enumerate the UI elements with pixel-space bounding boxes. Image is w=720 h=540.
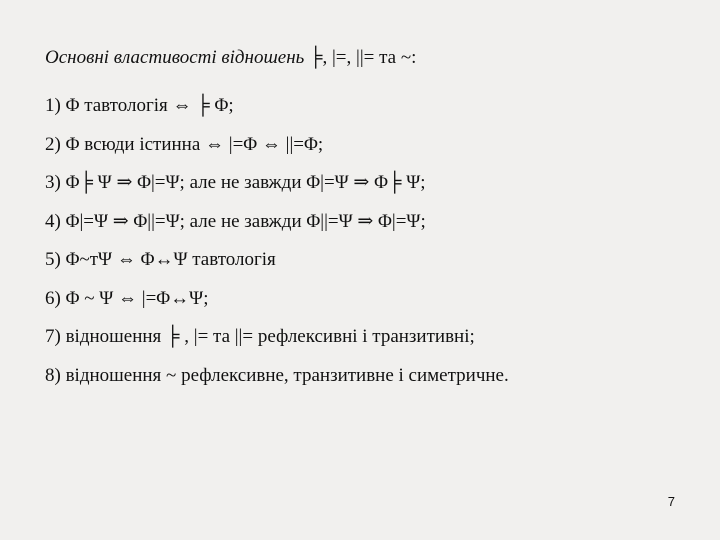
property-item-2: 2) Φ всюди істинна ⇔ |=Φ ⇔ ||=Φ;: [45, 133, 324, 155]
title-symbols: ╞, |=, ||= та ~:: [304, 47, 417, 68]
property-list: [45, 91, 509, 399]
page-number: 7: [667, 494, 675, 509]
slide-title: [45, 47, 416, 69]
property-item-7: 7) відношення ╞ , |= та ||= рефлексивні і транзитивні;: [45, 326, 475, 347]
property-item-4: 4) Φ|=Ψ ⇒ Φ||=Ψ; але не завжди Φ||=Ψ ⇒ Φ|=Ψ;: [45, 210, 426, 232]
property-item-8: 8) відношення ~ рефлексивне, транзитивне і симетричне.: [45, 364, 509, 386]
property-item-3: 3) Φ╞ Ψ ⇒ Φ|=Ψ; але не завжди Φ|=Ψ ⇒ Φ╞ Ψ;: [45, 172, 426, 193]
property-item-6: 6) Φ ~ Ψ ⇔ |=Φ↔Ψ;: [45, 287, 209, 309]
property-item-5: 5) Φ~тΨ ⇔ Φ↔Ψ тавтологія: [45, 249, 276, 270]
property-item-1: 1) Φ тавтологія ⇔ ╞ Φ;: [45, 95, 234, 116]
title-text: Основні властивості відношень: [45, 47, 305, 68]
